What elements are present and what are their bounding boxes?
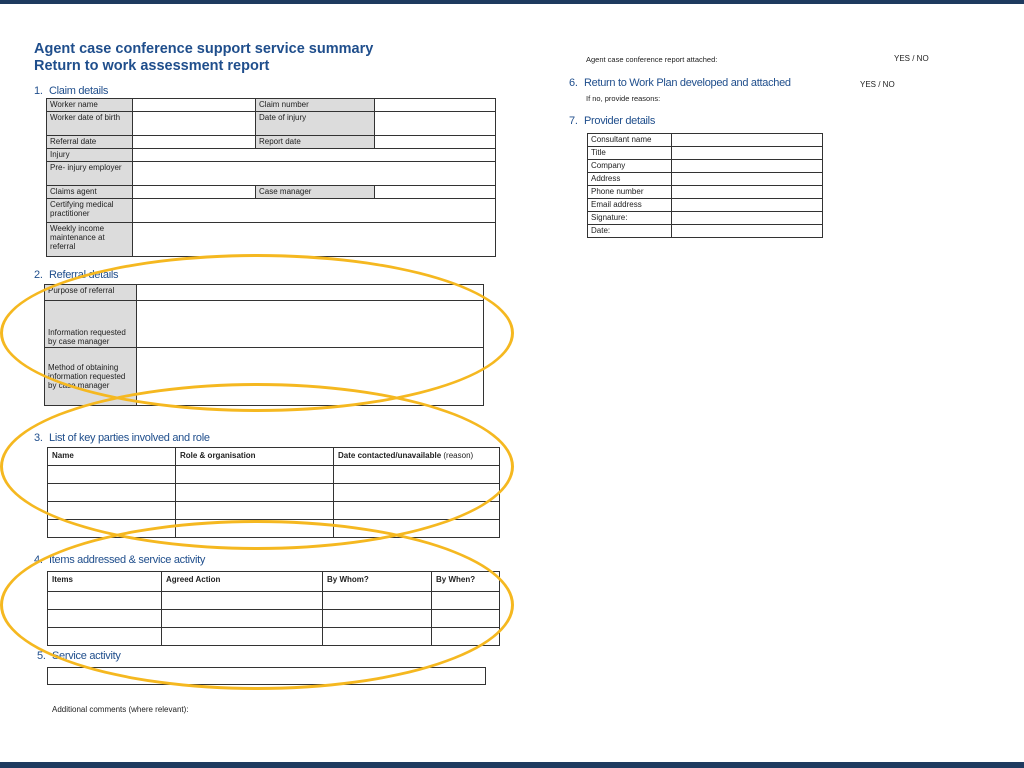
label-date-of-injury: Date of injury <box>256 112 375 136</box>
table-row <box>48 628 500 646</box>
claim-details-table <box>46 98 496 257</box>
label-dob: Worker date of birth <box>47 112 133 136</box>
label-method: Method of obtaining information requested by case manager <box>45 348 137 406</box>
date-of-injury-field[interactable] <box>375 112 496 136</box>
label-case-manager: Case manager <box>256 186 375 199</box>
item-cell[interactable] <box>432 628 500 646</box>
report-attached-label: Agent case conference report attached: <box>586 55 718 64</box>
label-address: Address <box>588 173 672 186</box>
table-row <box>48 466 500 484</box>
item-cell[interactable] <box>48 610 162 628</box>
label-worker-name: Worker name <box>47 99 133 112</box>
label-injury: Injury <box>47 149 133 162</box>
item-cell[interactable] <box>432 592 500 610</box>
party-cell[interactable] <box>334 502 500 520</box>
party-cell[interactable] <box>48 484 176 502</box>
signature-field[interactable] <box>672 212 823 225</box>
certifying-mp-field[interactable] <box>133 199 496 223</box>
method-field[interactable] <box>137 348 484 406</box>
table-row <box>48 610 500 628</box>
dob-field[interactable] <box>133 112 256 136</box>
address-field[interactable] <box>672 173 823 186</box>
weekly-income-field[interactable] <box>133 223 496 257</box>
label-company: Company <box>588 160 672 173</box>
table-row <box>48 502 500 520</box>
label-claim-number: Claim number <box>256 99 375 112</box>
item-cell[interactable] <box>323 628 432 646</box>
item-cell[interactable] <box>48 592 162 610</box>
label-weekly-income: Weekly income maintenance at referral <box>47 223 133 257</box>
label-info-requested: Information requested by case manager <box>45 301 137 348</box>
party-cell[interactable] <box>176 466 334 484</box>
col-role: Role & organisation <box>176 448 334 466</box>
pre-injury-employer-field[interactable] <box>133 162 496 186</box>
bottom-bar <box>0 762 1024 768</box>
label-purpose: Purpose of referral <box>45 285 137 301</box>
col-items: Items <box>48 572 162 592</box>
consultant-name-field[interactable] <box>672 134 823 147</box>
provider-details-table <box>587 133 823 238</box>
referral-details-table <box>44 284 484 406</box>
label-title: Title <box>588 147 672 160</box>
party-cell[interactable] <box>48 466 176 484</box>
party-cell[interactable] <box>176 520 334 538</box>
company-field[interactable] <box>672 160 823 173</box>
claim-number-field[interactable] <box>375 99 496 112</box>
party-cell[interactable] <box>48 520 176 538</box>
party-cell[interactable] <box>334 520 500 538</box>
col-date-contacted: Date contacted/unavailable (reason) <box>334 448 500 466</box>
item-cell[interactable] <box>48 628 162 646</box>
label-signature: Signature: <box>588 212 672 225</box>
label-certifying-mp: Certifying medical practitioner <box>47 199 133 223</box>
page-subtitle: Return to work assessment report <box>34 58 270 74</box>
section3-heading: 3. List of key parties involved and role <box>34 432 210 444</box>
col-by-whom: By Whom? <box>323 572 432 592</box>
party-cell[interactable] <box>176 484 334 502</box>
top-bar <box>0 0 1024 4</box>
label-email: Email address <box>588 199 672 212</box>
label-referral-date: Referral date <box>47 136 133 149</box>
case-manager-field[interactable] <box>375 186 496 199</box>
worker-name-field[interactable] <box>133 99 256 112</box>
col-by-when: By When? <box>432 572 500 592</box>
referral-date-field[interactable] <box>133 136 256 149</box>
section7-heading: 7. Provider details <box>569 115 656 127</box>
party-cell[interactable] <box>176 502 334 520</box>
email-field[interactable] <box>672 199 823 212</box>
section6-heading: 6. Return to Work Plan developed and attached <box>569 77 791 89</box>
label-phone: Phone number <box>588 186 672 199</box>
rtw-plan-value[interactable]: YES / NO <box>860 80 895 89</box>
label-consultant-name: Consultant name <box>588 134 672 147</box>
purpose-field[interactable] <box>137 285 484 301</box>
service-activity-field[interactable] <box>47 667 486 685</box>
col-agreed-action: Agreed Action <box>162 572 323 592</box>
info-requested-field[interactable] <box>137 301 484 348</box>
phone-field[interactable] <box>672 186 823 199</box>
table-row <box>48 520 500 538</box>
col-name: Name <box>48 448 176 466</box>
items-addressed-table <box>47 571 500 646</box>
table-row <box>48 484 500 502</box>
key-parties-table <box>47 447 500 538</box>
rtw-plan-note: If no, provide reasons: <box>586 94 661 103</box>
party-cell[interactable] <box>334 484 500 502</box>
page-title: Agent case conference support service summary <box>34 41 374 57</box>
date-field[interactable] <box>672 225 823 238</box>
label-report-date: Report date <box>256 136 375 149</box>
label-date: Date: <box>588 225 672 238</box>
item-cell[interactable] <box>323 592 432 610</box>
label-pre-injury-employer: Pre- injury employer <box>47 162 133 186</box>
section4-heading: 4. Items addressed & service activity <box>34 554 206 566</box>
item-cell[interactable] <box>432 610 500 628</box>
item-cell[interactable] <box>162 592 323 610</box>
table-row <box>48 592 500 610</box>
label-claims-agent: Claims agent <box>47 186 133 199</box>
item-cell[interactable] <box>162 610 323 628</box>
section2-heading: 2. Referral details <box>34 269 119 281</box>
section5-heading: 5. Service activity <box>37 650 121 662</box>
party-cell[interactable] <box>48 502 176 520</box>
section1-heading: 1. Claim details <box>34 85 109 97</box>
report-date-field[interactable] <box>375 136 496 149</box>
party-cell[interactable] <box>334 466 500 484</box>
claims-agent-field[interactable] <box>133 186 256 199</box>
injury-field[interactable] <box>133 149 496 162</box>
item-cell[interactable] <box>323 610 432 628</box>
item-cell[interactable] <box>162 628 323 646</box>
title-field[interactable] <box>672 147 823 160</box>
additional-comments-label: Additional comments (where relevant): <box>52 705 189 714</box>
report-attached-value[interactable]: YES / NO <box>894 54 929 63</box>
